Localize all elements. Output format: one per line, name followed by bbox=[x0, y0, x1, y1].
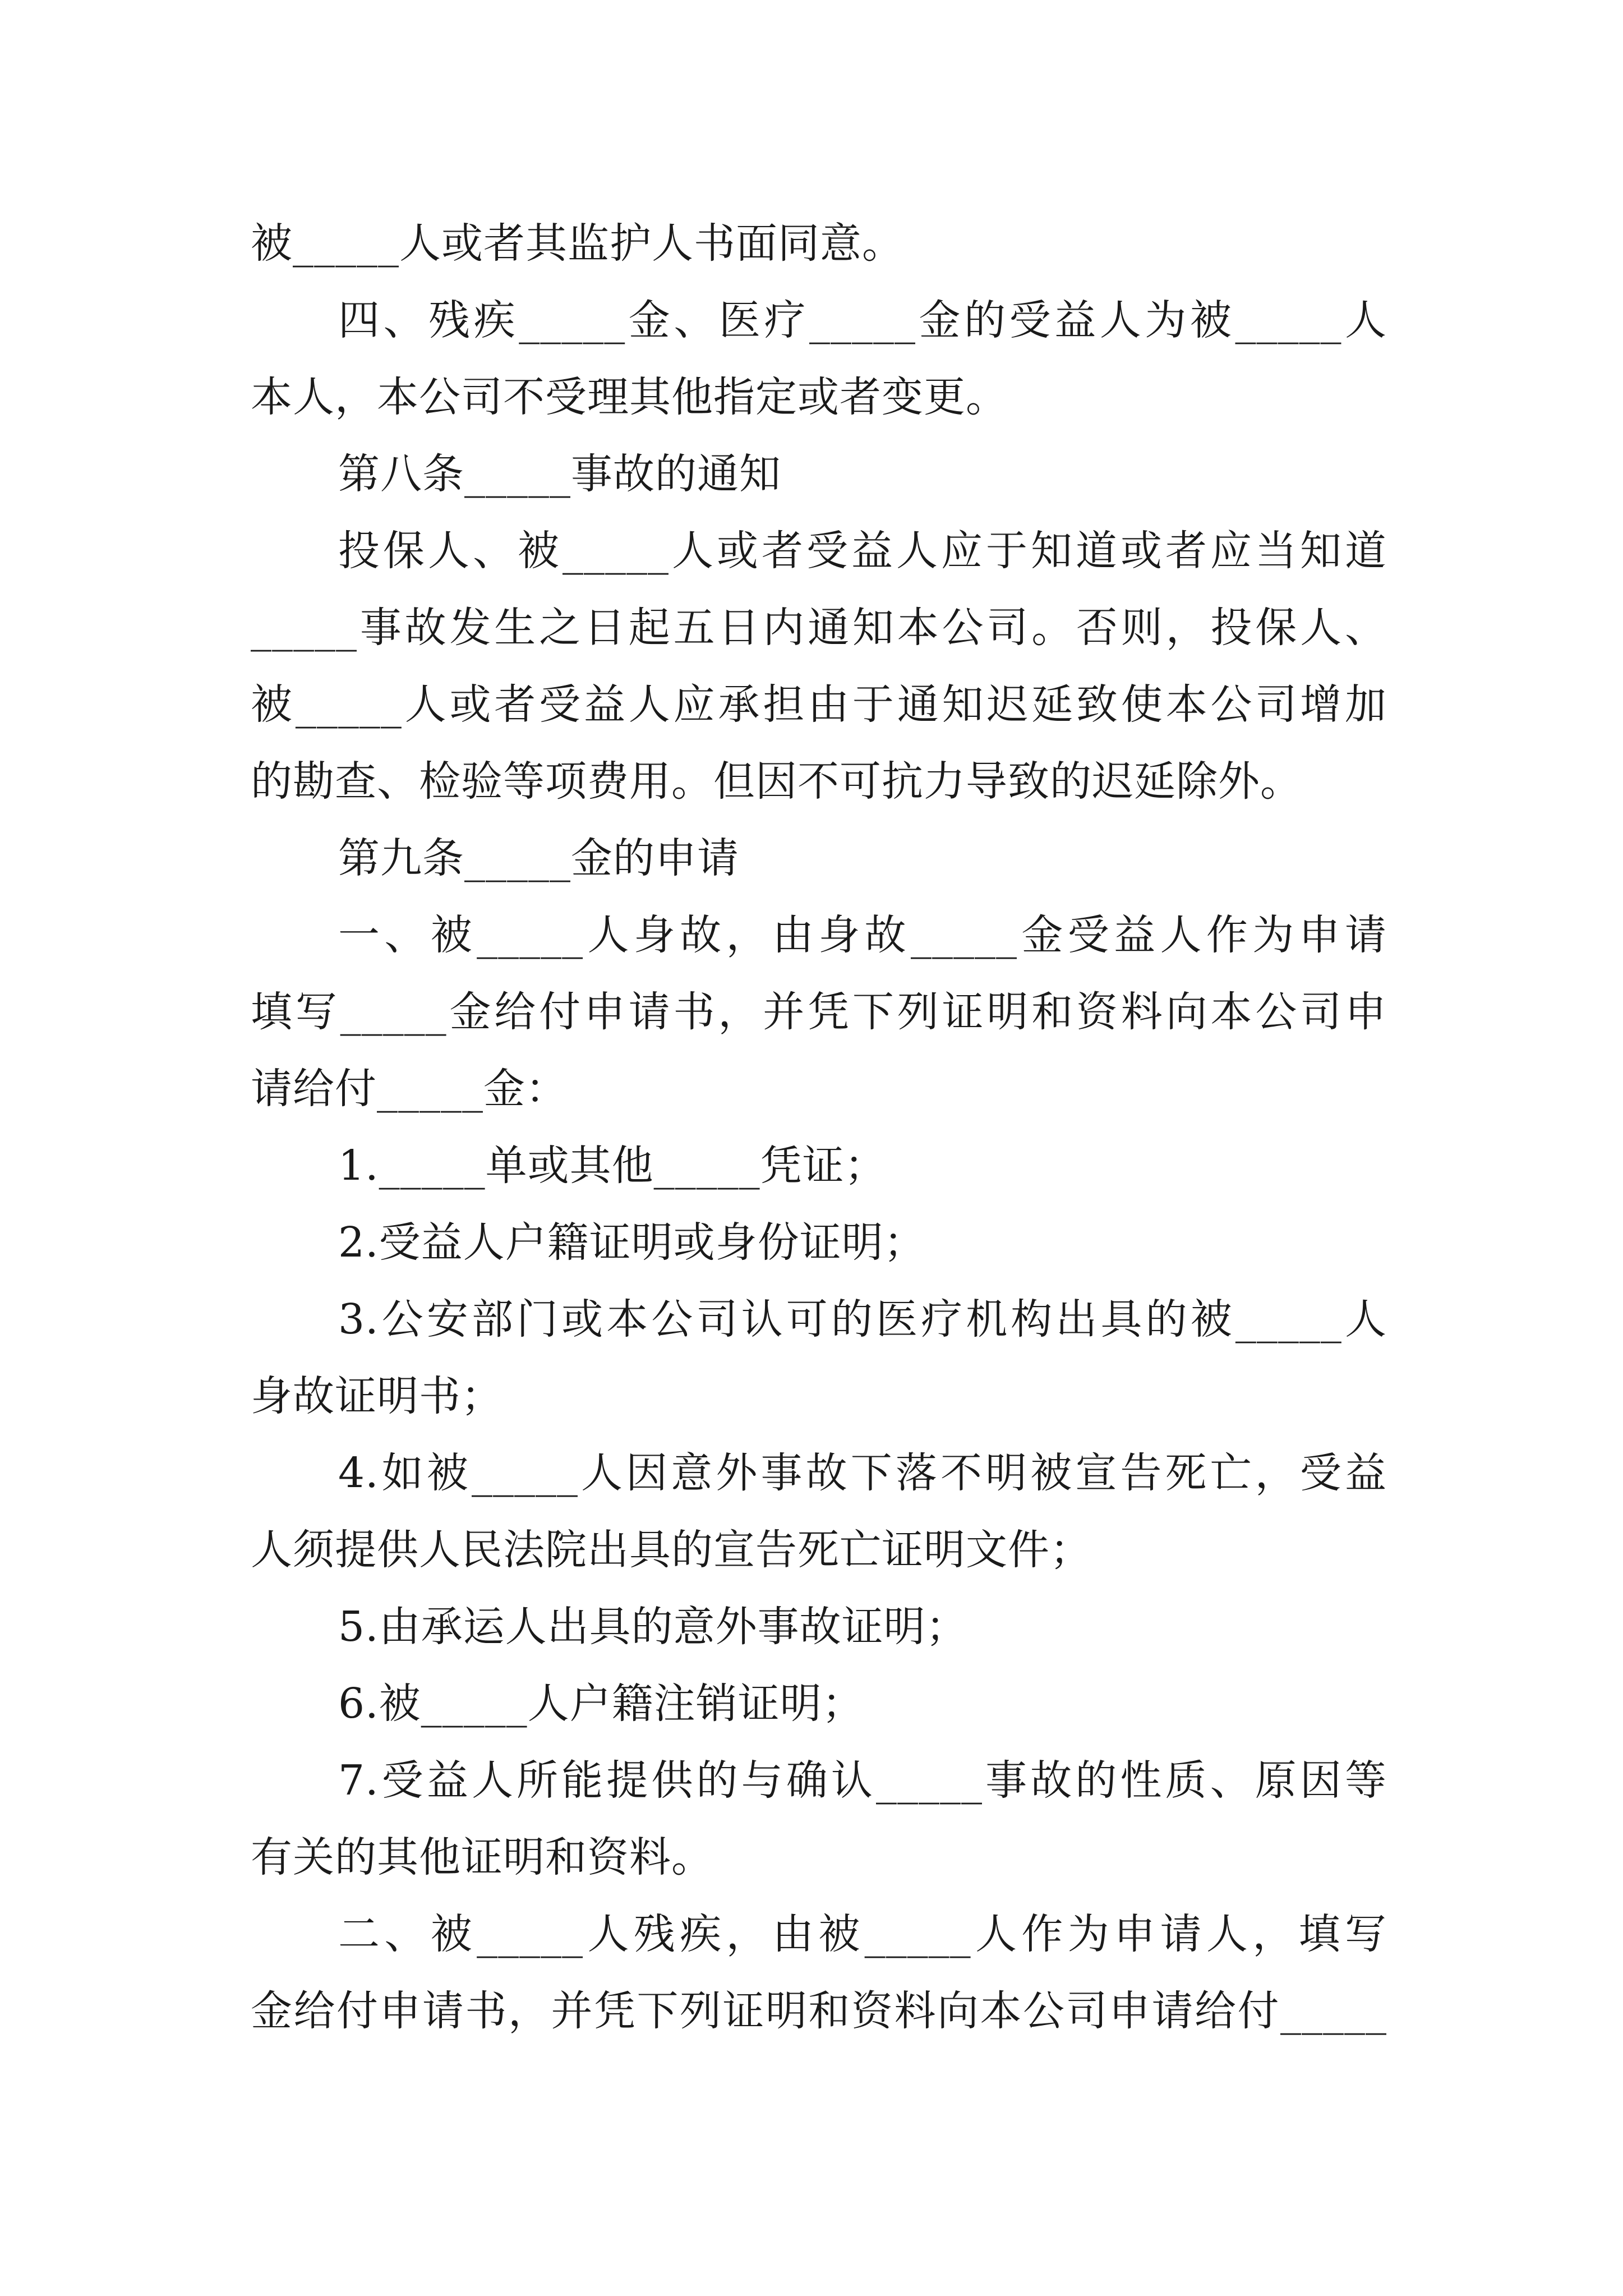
section-heading bbox=[251, 436, 1387, 513]
text-line: 有关的其他证明和资料。 bbox=[251, 1833, 713, 1881]
list-item bbox=[251, 1204, 1387, 1281]
text-line: 3.公安部门或本公司认可的医疗机构出具的被_____人 bbox=[338, 1295, 1387, 1343]
paragraph bbox=[251, 282, 1387, 436]
text-line: 金给付申请书，并凭下列证明和资料向本公司申请给付_____ bbox=[251, 1987, 1387, 2035]
text-line: 填写_____金给付申请书，并凭下列证明和资料向本公司申 bbox=[251, 988, 1387, 1036]
list-item bbox=[251, 1435, 1387, 1589]
list-item bbox=[251, 1281, 1387, 1435]
text-line: 四、残疾_____金、医疗_____金的受益人为被_____人 bbox=[338, 296, 1387, 344]
text-line: 6.被_____人户籍注销证明； bbox=[338, 1680, 864, 1728]
list-item bbox=[251, 1742, 1387, 1896]
text-line: 1._____单或其他_____凭证； bbox=[338, 1142, 887, 1190]
text-line: 5.由承运人出具的意外事故证明； bbox=[338, 1603, 968, 1651]
text-line: 投保人、被_____人或者受益人应于知道或者应当知道 bbox=[338, 527, 1387, 575]
paragraph bbox=[251, 897, 1387, 1128]
list-item bbox=[251, 1128, 1387, 1204]
text-line: 7.受益人所能提供的与确认_____事故的性质、原因等 bbox=[338, 1756, 1387, 1805]
text-line: 二、被_____人残疾，由被_____人作为申请人，填写 bbox=[338, 1910, 1387, 1958]
section-heading-title: 第八条_____事故的通知 bbox=[338, 450, 781, 498]
text-line: 2.受益人户籍证明或身份证明； bbox=[338, 1218, 926, 1267]
text-line: 身故证明书； bbox=[251, 1372, 503, 1420]
text-line: 本人，本公司不受理其他指定或者变更。 bbox=[251, 373, 1008, 421]
text-line: 人须提供人民法院出具的宣告死亡证明文件； bbox=[251, 1526, 1092, 1574]
section-heading-title: 第九条_____金的申请 bbox=[338, 834, 739, 882]
text-line: _____事故发生之日起五日内通知本公司。否则，投保人、 bbox=[251, 604, 1387, 652]
paragraph bbox=[251, 1896, 1387, 2050]
text-line: 被_____人或者受益人应承担由于通知迟延致使本公司增加 bbox=[251, 680, 1387, 729]
paragraph bbox=[251, 205, 1387, 282]
paragraph bbox=[251, 513, 1387, 820]
section-heading bbox=[251, 820, 1387, 897]
text-line: 的勘查、检验等项费用。但因不可抗力导致的迟延除外。 bbox=[251, 757, 1302, 806]
text-line: 请给付_____金： bbox=[251, 1065, 568, 1113]
text-line: 4.如被_____人因意外事故下落不明被宣告死亡，受益 bbox=[338, 1449, 1387, 1497]
document-body bbox=[251, 205, 1387, 2050]
list-item bbox=[251, 1589, 1387, 1665]
text-line: 一、被_____人身故，由身故_____金受益人作为申请 bbox=[338, 911, 1387, 959]
text-line: 被_____人或者其监护人书面同意。 bbox=[251, 219, 904, 268]
list-item bbox=[251, 1665, 1387, 1742]
